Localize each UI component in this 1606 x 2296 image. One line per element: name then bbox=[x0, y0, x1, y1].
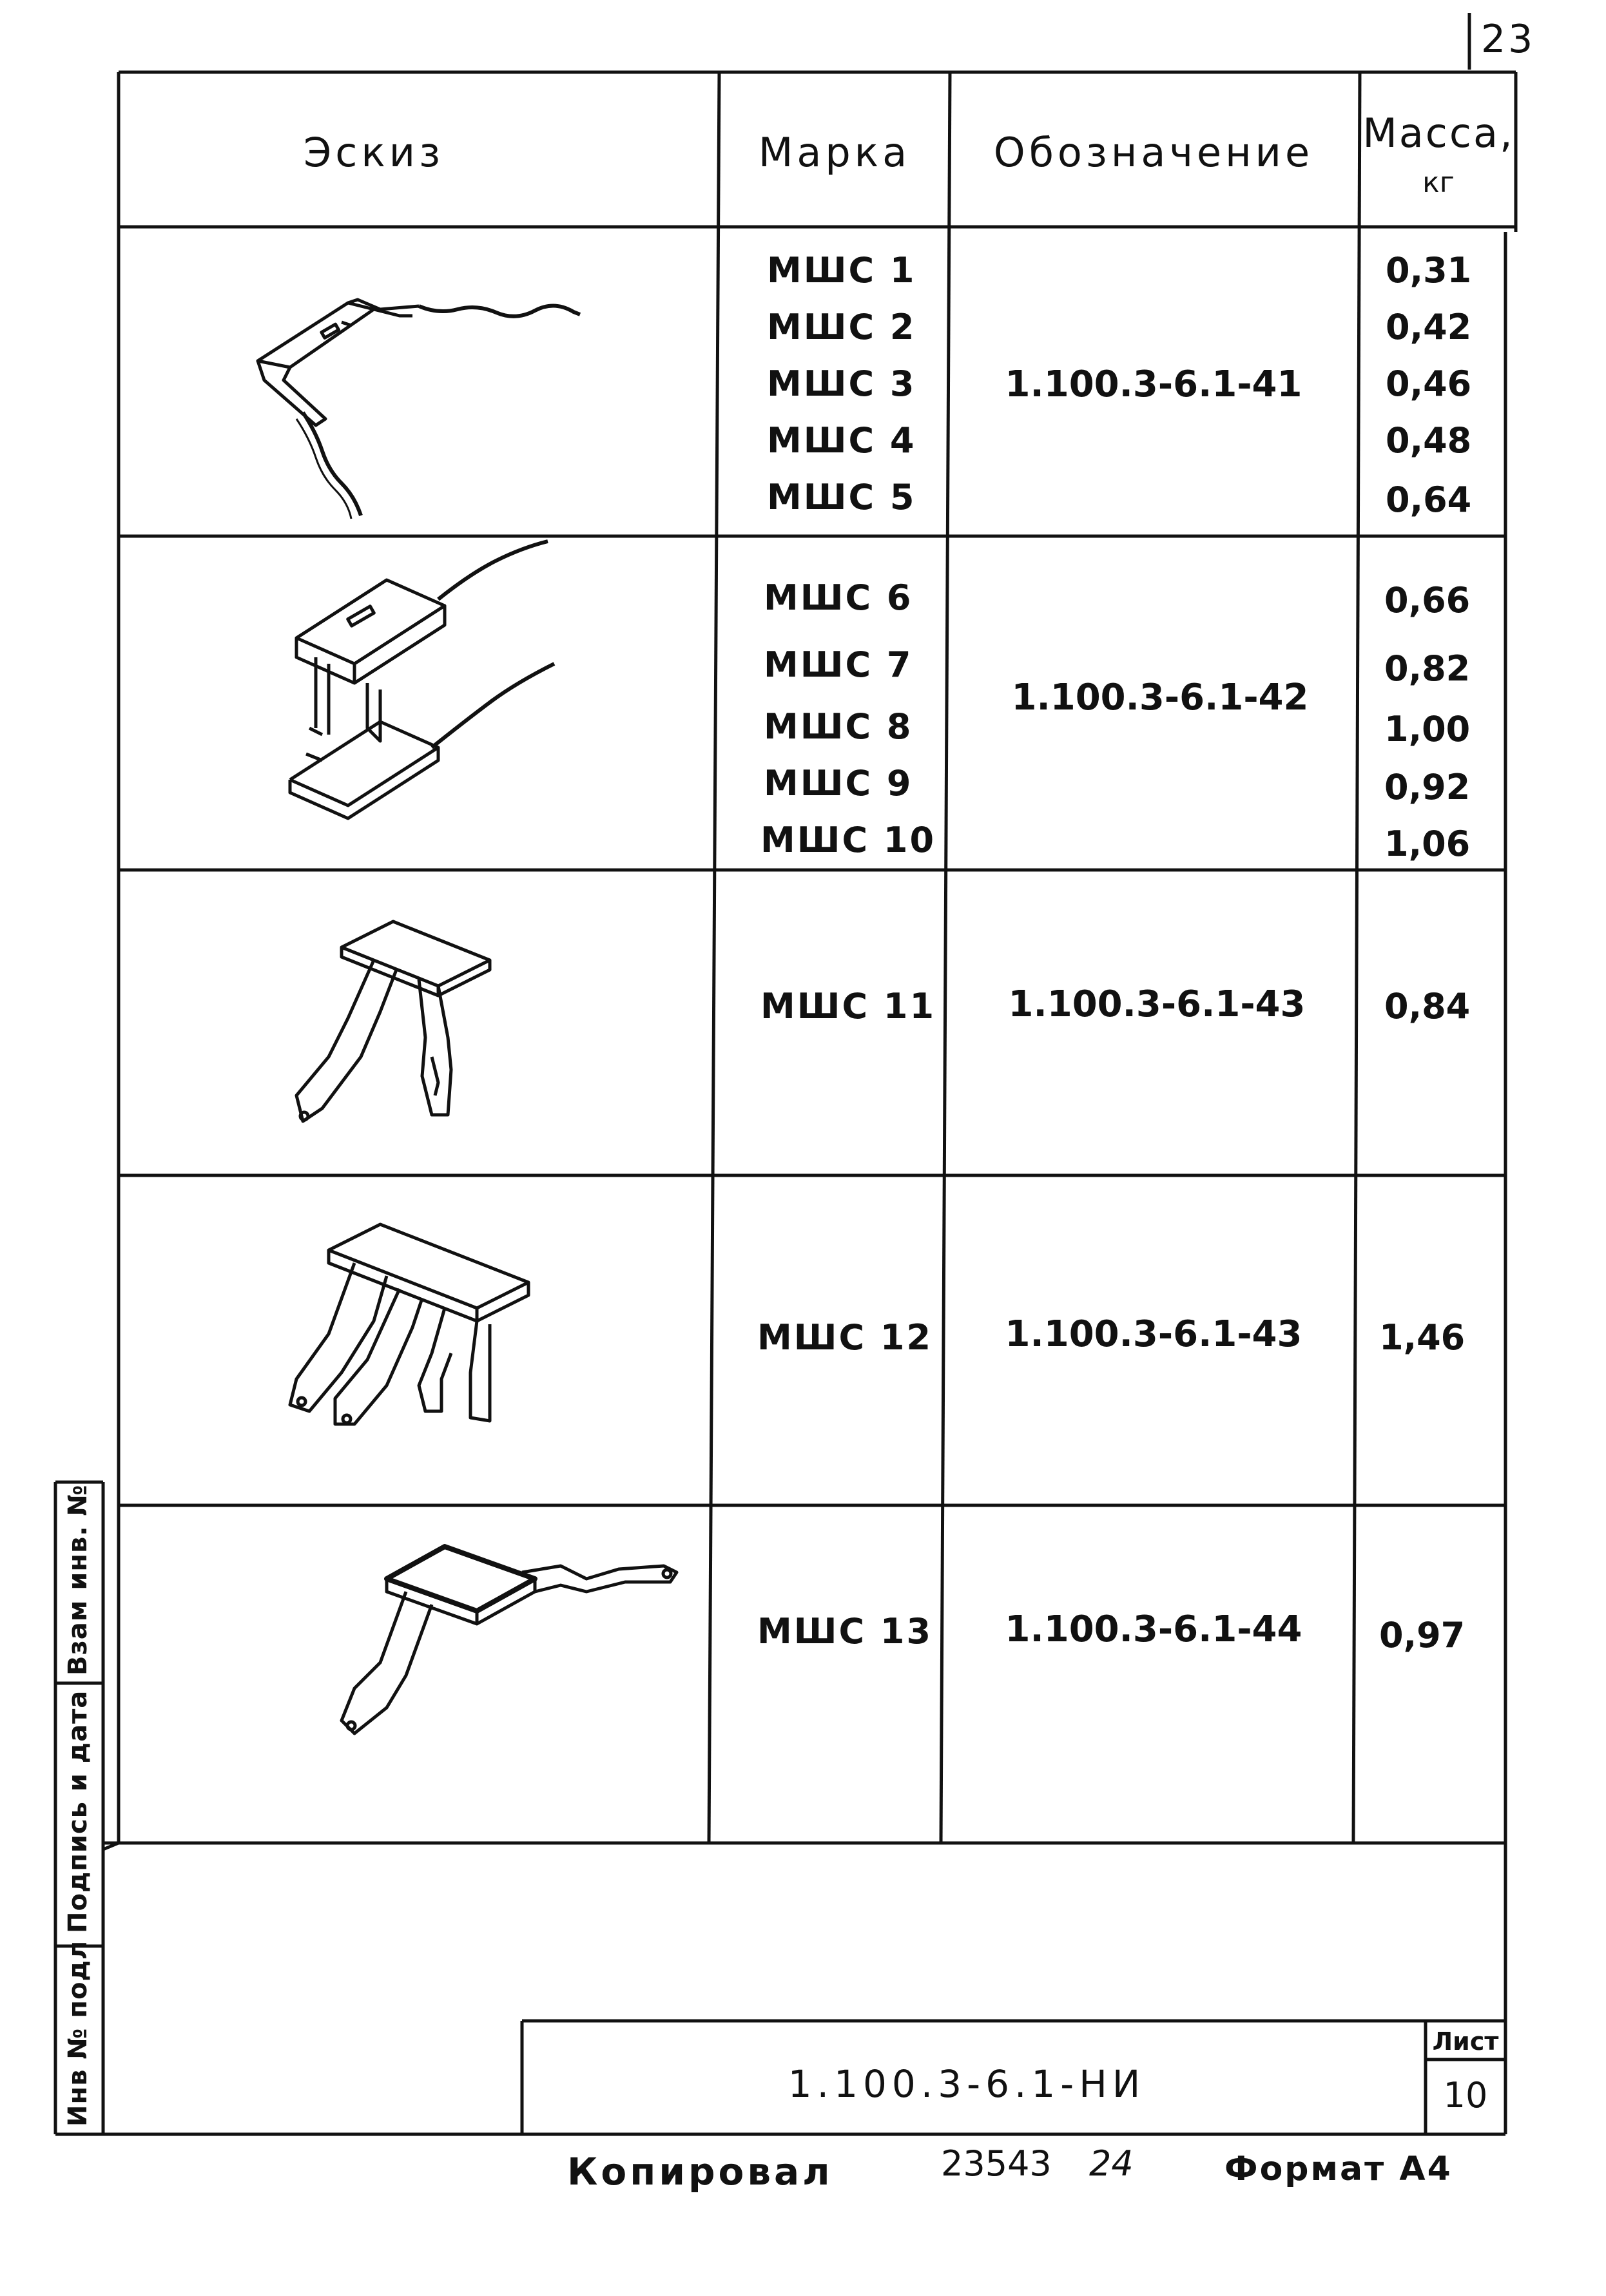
mark-cell: МШС 4 bbox=[767, 420, 916, 461]
mass-cell: 0,66 bbox=[1384, 580, 1471, 621]
footer-copied: Копировал bbox=[567, 2150, 833, 2194]
mass-cell: 0,64 bbox=[1386, 479, 1472, 520]
mark-cell: МШС 12 bbox=[757, 1317, 933, 1358]
mass-cell: 0,97 bbox=[1379, 1615, 1466, 1655]
mass-cell: 0,48 bbox=[1386, 420, 1472, 461]
mass-cell: 0,46 bbox=[1386, 363, 1472, 404]
header-sketch: Эскиз bbox=[303, 129, 445, 176]
stamp-podpis-data: Подпись и дата bbox=[63, 1690, 93, 1933]
mark-cell: МШС 7 bbox=[764, 644, 913, 685]
mass-cell: 0,42 bbox=[1386, 307, 1472, 347]
mark-cell: МШС 2 bbox=[767, 307, 916, 347]
footer-order-no: 23543 bbox=[941, 2143, 1052, 2184]
mass-cell: 1,00 bbox=[1384, 709, 1471, 749]
designation-cell: 1.100.3-6.1-42 bbox=[1011, 677, 1309, 719]
mass-cell: 1,46 bbox=[1379, 1317, 1466, 1358]
header-designation: Обозначение bbox=[993, 129, 1314, 176]
designation-cell: 1.100.3-6.1-41 bbox=[1005, 363, 1302, 405]
mass-cell: 0,82 bbox=[1384, 648, 1471, 689]
mark-cell: МШС 5 bbox=[767, 477, 916, 517]
bracket-sketch-mshs-11 bbox=[277, 909, 535, 1141]
designation-cell: 1.100.3-6.1-43 bbox=[1005, 1313, 1302, 1355]
bracket-sketch-mshs-12 bbox=[277, 1218, 548, 1476]
header-mass: Масса, bbox=[1362, 110, 1514, 157]
mark-cell: МШС 3 bbox=[767, 363, 916, 404]
designation-cell: 1.100.3-6.1-43 bbox=[1008, 983, 1306, 1025]
mass-cell: 0,31 bbox=[1386, 250, 1472, 291]
header-mass-unit: кг bbox=[1422, 166, 1455, 199]
footer-order-suffix: 24 bbox=[1089, 2143, 1134, 2184]
stamp-vzam-inv: Взам инв. № bbox=[63, 1484, 93, 1675]
mass-cell: 1,06 bbox=[1384, 824, 1471, 864]
bracket-sketch-mshs-1-5 bbox=[245, 284, 606, 535]
bracket-sketch-mshs-6-10 bbox=[277, 535, 586, 844]
mark-cell: МШС 11 bbox=[760, 986, 936, 1027]
mass-cell: 0,84 bbox=[1384, 986, 1471, 1027]
page-number: 23 bbox=[1481, 17, 1536, 62]
mark-cell: МШС 10 bbox=[760, 820, 936, 860]
sheet-label: Лист bbox=[1432, 2027, 1499, 2056]
bracket-sketch-mshs-13 bbox=[303, 1521, 690, 1779]
mark-cell: МШС 9 bbox=[764, 763, 913, 804]
mark-cell: МШС 13 bbox=[757, 1611, 933, 1652]
header-mark: Марка bbox=[758, 129, 911, 176]
mark-cell: МШС 8 bbox=[764, 706, 913, 747]
sheet-number: 10 bbox=[1443, 2075, 1488, 2116]
designation-cell: 1.100.3-6.1-44 bbox=[1005, 1608, 1302, 1650]
stamp-inv-podl: Инв № подл bbox=[63, 1940, 93, 2127]
document-code: 1.100.3-6.1-НИ bbox=[788, 2062, 1146, 2106]
mass-cell: 0,92 bbox=[1384, 767, 1471, 807]
footer-format: Формат А4 bbox=[1224, 2150, 1453, 2188]
mark-cell: МШС 6 bbox=[764, 577, 913, 618]
mark-cell: МШС 1 bbox=[767, 250, 916, 291]
